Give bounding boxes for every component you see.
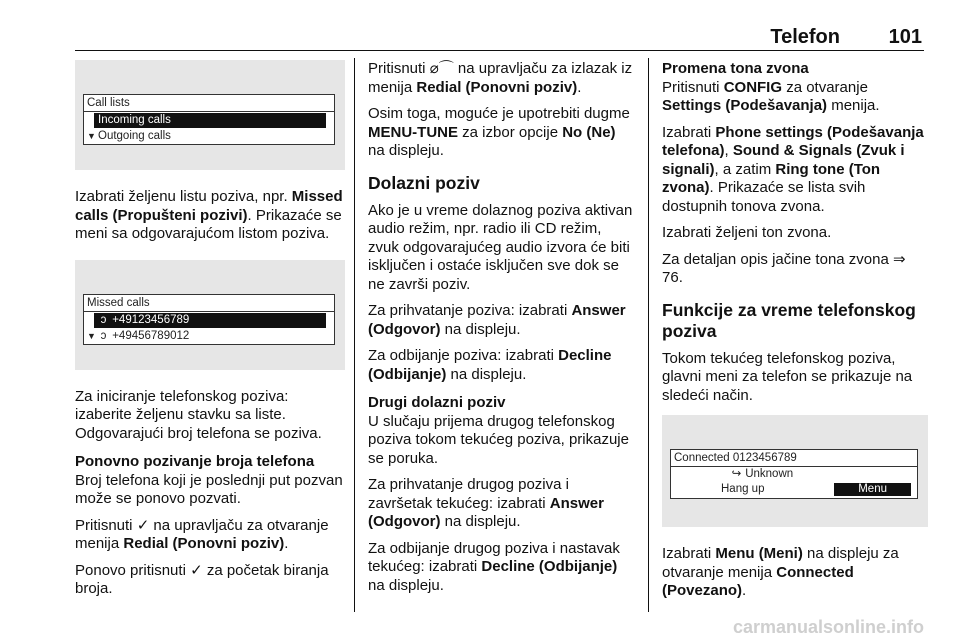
paragraph: Za iniciranje telefonskog poziva: izaberite željenu stavku sa liste. Odgovarajući broj telefona se poziva.: [75, 387, 322, 442]
paragraph: U slučaju prijema drugog telefonskog poziva tokom tekućeg poziva, prikazuje se poruka.: [368, 412, 629, 467]
paragraph: Pritisnuti ✓ na upravljaču za otvaranje menija Redial (Ponovni poziv).: [75, 516, 329, 552]
list-item: ▼ Outgoing calls: [87, 130, 171, 142]
missed-call-icon: ↄ: [100, 313, 107, 326]
menu-label: Menu: [834, 483, 911, 496]
display-screenshot-missed-calls: [75, 260, 345, 370]
paragraph: Pritisnuti CONFIG za otvaranje Settings (Podešavanja) menija.: [662, 78, 880, 114]
screen-header: Call lists: [84, 95, 334, 112]
section-heading: Funkcije za vreme telefonskog poziva: [662, 299, 916, 341]
paragraph: Osim toga, moguće je upotrebiti dugme MENU-TUNE za izbor opcije No (Ne) na displeju.: [368, 105, 630, 159]
paragraph: Izabrati Menu (Meni) na displeju za otvaranje menija Connected (Povezano).: [662, 545, 899, 599]
display-screen: [83, 294, 335, 345]
column-divider: [648, 58, 649, 612]
list-item: ▼ ↄ +49456789012: [87, 329, 190, 342]
list-item-selected: Incoming calls: [94, 113, 326, 128]
display-screen: [83, 94, 335, 145]
column-3: [662, 60, 928, 609]
subsection-heading: Promena tona zvona: [662, 60, 809, 77]
column-2: [368, 60, 636, 603]
display-screenshot-connected: [662, 415, 928, 527]
paragraph: Za odbijanje drugog poziva i nastavak tekućeg: izabrati Decline (Odbijanje) na displeju.: [368, 539, 620, 594]
list-item-selected: ↄ +49123456789: [94, 313, 326, 328]
page-reference-icon: ⇒: [892, 250, 906, 268]
page-title: Telefon: [770, 26, 840, 48]
screen-header: Missed calls: [84, 295, 334, 312]
paragraph: Izabrati željenu listu poziva, npr. Missed calls (Propušteni pozivi). Prikazaće se meni sa odgovarajućom listom poziva.: [75, 188, 343, 242]
phone-icon: ↪: [731, 468, 742, 480]
section-heading: Ponovno pozivanje broja telefona: [75, 453, 315, 470]
phone-icon: ✓: [136, 516, 150, 534]
paragraph: Tokom tekućeg telefonskog poziva, glavni meni za telefon se prikazuje na sledeći način.: [662, 349, 913, 404]
arrow-down-icon: ▼: [87, 330, 96, 341]
display-screenshot-call-lists: [75, 60, 345, 170]
paragraph: Ponovo pritisnuti ✓ za početak biranja broja.: [75, 561, 329, 597]
display-screen: [670, 449, 918, 499]
missed-call-icon: ↄ: [100, 329, 107, 342]
page-number: 101: [888, 26, 922, 48]
column-1: [75, 60, 345, 607]
paragraph: Izabrati Phone settings (Podešavanja telefona), Sound & Signals (Zvuk i signali), a zatim Ring tone (Ton zvona). Prikazaće se lista svih dostupnih tonova zvona.: [662, 123, 924, 215]
caller-row: ↪ Unknown: [731, 468, 794, 480]
paragraph: Izabrati željeni ton zvona.: [662, 224, 832, 241]
page-header: [0, 0, 960, 52]
arrow-down-icon: ▼: [87, 131, 96, 141]
paragraph: Pritisnuti ⌀⌒ na upravljaču za izlazak iz menija Redial (Ponovni poziv).: [368, 60, 633, 96]
action-row: [671, 482, 917, 498]
phone-icon: ✓: [190, 561, 203, 579]
column-divider: [354, 58, 355, 612]
subsection-heading: Drugi dolazni poziv: [368, 394, 506, 411]
header-rule: [75, 50, 924, 51]
hang-up-icon: ⌀⌒: [429, 60, 454, 77]
paragraph: Ako je u vreme dolaznog poziva aktivan audio režim, npr. radio ili CD režim, zvuk odgovarajućeg audio izvora će biti isključen i ostaće isključen sve dok se ne završi poziv.: [368, 201, 633, 293]
section-heading: Dolazni poziv: [368, 172, 480, 193]
paragraph: Broj telefona koji je poslednji put pozvan može se ponovo pozvati.: [75, 471, 343, 507]
paragraph: Za detaljan opis jačine tona zvona ⇒ 76.: [662, 250, 906, 286]
hang-up-label: Hang up: [721, 483, 765, 495]
watermark: carmanualsonline.info: [732, 617, 924, 637]
paragraph: Za prihvatanje poziva: izabrati Answer (Odgovor) na displeju.: [368, 302, 626, 338]
paragraph: Za prihvatanje drugog poziva i završetak tekućeg: izabrati Answer (Odgovor) na displeju.: [368, 476, 604, 530]
screen-header: Connected 0123456789: [671, 450, 917, 467]
paragraph: Za odbijanje poziva: izabrati Decline (Odbijanje) na displeju.: [368, 347, 612, 383]
